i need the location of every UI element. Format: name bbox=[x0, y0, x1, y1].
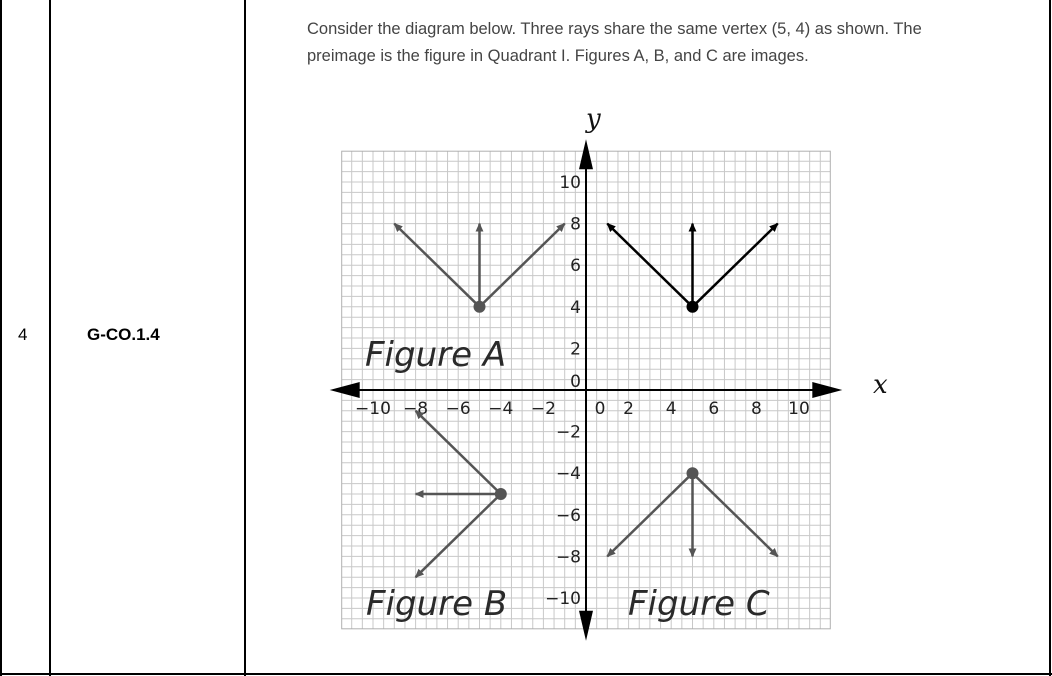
y-tick-label: 8 bbox=[570, 214, 581, 235]
y-tick-label: −2 bbox=[555, 422, 581, 443]
y-tick-label: −10 bbox=[545, 589, 581, 609]
x-tick-label: −2 bbox=[530, 399, 556, 419]
x-tick-label: 6 bbox=[708, 399, 720, 419]
preimage-rays bbox=[607, 224, 777, 313]
y-tick-label: −6 bbox=[555, 505, 581, 526]
x-tick-label: 8 bbox=[750, 399, 762, 419]
figure-b-vertex-point bbox=[495, 488, 507, 500]
x-tick-label: 2 bbox=[623, 399, 635, 419]
figure-a-vertex-point bbox=[474, 301, 486, 313]
y-tick-label: 0 bbox=[570, 372, 581, 392]
x-axis-arrow-right bbox=[812, 382, 842, 398]
x-tick-label: 0 bbox=[594, 399, 606, 419]
standard-code: G-CO.1.4 bbox=[87, 325, 160, 344]
y-tick-label: 6 bbox=[570, 256, 581, 277]
y-tick-label: −4 bbox=[555, 464, 581, 485]
figure-c-vertex-point bbox=[687, 467, 699, 479]
y-tick-label: −8 bbox=[555, 547, 581, 568]
figure-a-label: Figure A bbox=[365, 335, 507, 375]
y-tick-label: 2 bbox=[570, 339, 581, 360]
row-number: 4 bbox=[18, 325, 28, 344]
x-tick-label: 4 bbox=[665, 399, 677, 419]
figure-c-rays bbox=[607, 467, 777, 556]
y-axis-arrow-up bbox=[579, 139, 593, 169]
y-axis-label: y bbox=[586, 104, 601, 134]
figure-a-rays bbox=[394, 224, 564, 313]
x-axis-label: x bbox=[873, 370, 888, 400]
question-text: Consider the diagram below. Three rays share the same vertex (5, 4) as shown. The preimage is the figure in Quadrant I. Figures A, B, and C are images. bbox=[307, 20, 922, 65]
x-tick-label: −8 bbox=[403, 399, 429, 419]
y-axis-arrow-down bbox=[579, 611, 593, 641]
figure-c-label: Figure C bbox=[628, 584, 770, 624]
x-axis-arrow-left bbox=[330, 382, 360, 398]
x-tick-label: −6 bbox=[445, 399, 471, 419]
x-tick-label: 10 bbox=[788, 399, 810, 419]
y-tick-label: 4 bbox=[570, 297, 581, 318]
y-tick-label: 10 bbox=[559, 173, 581, 193]
x-tick-label: −10 bbox=[355, 399, 391, 419]
figure-b-rays bbox=[416, 411, 507, 577]
figure-b-label: Figure B bbox=[366, 584, 508, 624]
axes bbox=[330, 139, 843, 641]
preimage-vertex-point bbox=[687, 301, 699, 313]
x-tick-label: −4 bbox=[488, 399, 514, 419]
